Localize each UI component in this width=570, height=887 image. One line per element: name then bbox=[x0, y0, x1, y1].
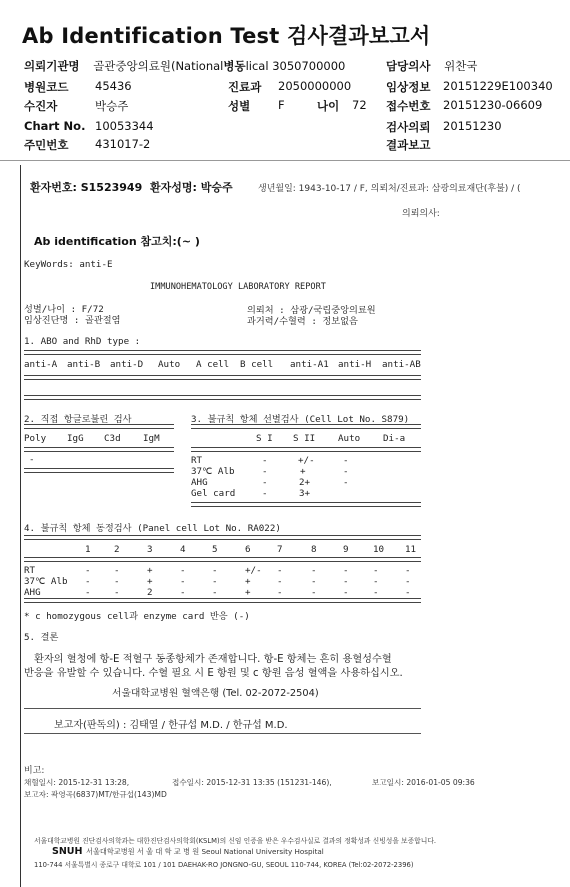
conclusion-line-2: 반응을 유발할 수 있습니다. 수혈 필요 시 E 항원 및 c 항원 음성 혈액을 사용하십시오. bbox=[24, 668, 403, 679]
panel-cell: - bbox=[373, 565, 379, 576]
abo-col: anti-D bbox=[110, 359, 144, 370]
keywords: KeyWords: anti-E bbox=[24, 259, 113, 270]
screening-cell: 2+ bbox=[299, 477, 311, 488]
requesting-doctor: 의뢰의사: bbox=[402, 209, 440, 219]
panel-row-label: RT bbox=[24, 565, 36, 576]
screening-cell: - bbox=[343, 455, 349, 466]
abo-col: anti-A1 bbox=[290, 359, 329, 370]
abo-col: Auto bbox=[158, 359, 181, 370]
panel-cell: + bbox=[245, 576, 251, 587]
screening-row-label: AHG bbox=[191, 477, 208, 488]
panel-row-label: 37℃ Alb bbox=[24, 576, 68, 587]
header-value: 431017-2 bbox=[95, 137, 151, 151]
panel-cell: - bbox=[114, 576, 120, 587]
abo-title: 1. ABO and RhD type : bbox=[24, 336, 141, 347]
header-key: 담당의사 bbox=[386, 59, 431, 73]
dat-col: Poly bbox=[24, 433, 47, 444]
panel-cell: - bbox=[373, 587, 379, 598]
panel-note: * c homozygous cell과 enzyme card 반응 (-) bbox=[24, 611, 250, 622]
logo-text: SNUH bbox=[52, 846, 83, 857]
panel-cell: - bbox=[180, 565, 186, 576]
header-value: 박승주 bbox=[95, 99, 129, 113]
double-rule bbox=[24, 535, 421, 540]
conclusion-line-1: 환자의 혈청에 항-E 적혈구 동종항체가 존재합니다. 항-E 항체는 흔히 용혈성수혈 bbox=[34, 654, 392, 665]
panel-cell: - bbox=[277, 587, 283, 598]
header-key: 성별 bbox=[228, 99, 251, 113]
patient-info: 생년월일: 1943-10-17 / F, 의뢰처/진료과: 삼광의료재단(후불) / ( bbox=[258, 184, 521, 194]
double-rule bbox=[24, 395, 421, 400]
header-value: 2050000000 bbox=[278, 79, 352, 93]
panel-cell: - bbox=[405, 576, 411, 587]
collection-time: 채혈일시: 2015-12-31 13:28, bbox=[24, 778, 130, 787]
screening-cell: +/- bbox=[298, 455, 315, 466]
panel-col-header: 1 bbox=[85, 544, 91, 555]
reporter: 보고자(판독의) : 김태열 / 한규섭 M.D. / 한규섭 M.D. bbox=[54, 720, 288, 731]
hospital-address: 110-744 서울특별시 종로구 대학로 101 / 101 DAEHAK-RO JONGNO-GU, SEOUL 110-744, KOREA (Tel:02-2072-2396) bbox=[34, 861, 414, 869]
double-rule bbox=[191, 502, 421, 507]
page-title: Ab Identification Test 검사결과보고서 bbox=[22, 24, 431, 48]
screening-cell: + bbox=[300, 466, 306, 477]
panel-cell: - bbox=[311, 565, 317, 576]
header-key: 병동 bbox=[223, 59, 246, 73]
header-key: Chart No. bbox=[24, 119, 86, 133]
header-key: 주민번호 bbox=[24, 138, 69, 152]
header-value: 20151230 bbox=[443, 119, 502, 133]
screening-col: S I bbox=[256, 433, 273, 444]
header-key: 수진자 bbox=[24, 99, 58, 113]
section-title: Ab identification 참고치:(~ ) bbox=[34, 235, 200, 248]
panel-cell: - bbox=[343, 587, 349, 598]
screening-col: Di-a bbox=[383, 433, 406, 444]
panel-cell: - bbox=[311, 576, 317, 587]
dat-col: IgG bbox=[67, 433, 84, 444]
screening-title: 3. 불규칙 항체 선별검사 (Cell Lot No. S879) bbox=[191, 414, 410, 425]
panel-cell: - bbox=[277, 565, 283, 576]
panel-col-header: 11 bbox=[405, 544, 417, 555]
header-key: 병원코드 bbox=[24, 80, 69, 94]
panel-col-header: 9 bbox=[343, 544, 349, 555]
requester: 의뢰처 : 삼광/국립중앙의료원 bbox=[247, 305, 376, 316]
panel-cell: - bbox=[180, 576, 186, 587]
panel-cell: - bbox=[114, 565, 120, 576]
double-rule bbox=[24, 557, 421, 562]
panel-cell: - bbox=[311, 587, 317, 598]
double-rule bbox=[24, 350, 421, 355]
double-rule bbox=[24, 447, 174, 452]
patient-number: 환자번호: S1523949 bbox=[30, 181, 143, 194]
panel-cell: 2 bbox=[147, 587, 153, 598]
sex-age: 성별/나이 : F/72 bbox=[24, 304, 104, 315]
dat-title: 2. 직접 항글로불린 검사 bbox=[24, 414, 132, 425]
reported-time: 보고일시: 2016-01-05 09:36 bbox=[372, 778, 475, 787]
panel-cell: - bbox=[85, 576, 91, 587]
panel-col-header: 2 bbox=[114, 544, 120, 555]
panel-cell: - bbox=[343, 565, 349, 576]
panel-cell: - bbox=[212, 587, 218, 598]
screening-col: S II bbox=[293, 433, 316, 444]
reporter-detail: 보고자: 곽영곡(6837)MT/한규섭(143)MD bbox=[24, 790, 167, 799]
dat-value: - bbox=[29, 454, 35, 465]
double-rule bbox=[24, 375, 421, 380]
certification-note: 서울대학교병원 진단검사의학과는 대한진단검사의학회(KSLM)의 신임 인증을 받은 우수검사실로 결과의 정확성과 신빙성을 보증합니다. bbox=[34, 837, 437, 845]
screening-row-label: 37℃ Alb bbox=[191, 466, 235, 477]
header-key: 진료과 bbox=[228, 80, 262, 94]
screening-cell: 3+ bbox=[299, 488, 311, 499]
panel-col-header: 3 bbox=[147, 544, 153, 555]
header-divider bbox=[0, 160, 570, 161]
header-key: 결과보고 bbox=[386, 138, 431, 152]
remarks-label: 비고: bbox=[24, 766, 45, 776]
double-rule bbox=[24, 424, 174, 429]
abo-col: anti-H bbox=[338, 359, 372, 370]
abo-col: anti-B bbox=[67, 359, 101, 370]
screening-cell: - bbox=[262, 477, 268, 488]
abo-col: B cell bbox=[240, 359, 274, 370]
panel-cell: - bbox=[180, 587, 186, 598]
conclusion-title: 5. 결론 bbox=[24, 632, 59, 643]
panel-cell: - bbox=[405, 565, 411, 576]
screening-cell: - bbox=[343, 477, 349, 488]
panel-title: 4. 불규칙 항체 동정검사 (Panel cell Lot No. RA022) bbox=[24, 523, 281, 534]
header-key: 임상정보 bbox=[386, 80, 431, 94]
panel-col-header: 8 bbox=[311, 544, 317, 555]
double-rule bbox=[191, 424, 421, 429]
snuh-logo bbox=[52, 846, 82, 857]
panel-cell: - bbox=[277, 576, 283, 587]
abo-col: anti-A bbox=[24, 359, 58, 370]
panel-cell: - bbox=[114, 587, 120, 598]
panel-cell: - bbox=[373, 576, 379, 587]
panel-row-label: AHG bbox=[24, 587, 41, 598]
header-key: 검사의뢰 bbox=[386, 120, 431, 134]
clinical-diagnosis: 임상진단명 : 골관절염 bbox=[24, 315, 121, 326]
screening-cell: - bbox=[343, 466, 349, 477]
abo-col: A cell bbox=[196, 359, 230, 370]
received-time: 접수일시: 2015-12-31 13:35 (151231-146), bbox=[172, 778, 332, 787]
header-value: 20151230-06609 bbox=[443, 98, 543, 112]
header-key: 의뢰기관명 bbox=[24, 59, 80, 73]
dat-col: IgM bbox=[143, 433, 160, 444]
panel-cell: + bbox=[147, 565, 153, 576]
header-value: 20151229E100340 bbox=[443, 79, 553, 93]
panel-col-header: 6 bbox=[245, 544, 251, 555]
divider bbox=[24, 708, 421, 709]
panel-cell: - bbox=[85, 565, 91, 576]
patient-name: 환자성명: 박승주 bbox=[150, 181, 233, 194]
header-key: 나이 bbox=[317, 99, 340, 113]
header-value: F bbox=[278, 98, 285, 112]
screening-cell: - bbox=[262, 488, 268, 499]
double-rule bbox=[24, 598, 421, 603]
divider bbox=[24, 733, 421, 734]
header-value: lical 3050700000 bbox=[245, 59, 346, 73]
header-value: 골관중앙의료원(National bbox=[93, 59, 224, 73]
abo-header bbox=[24, 359, 57, 370]
panel-col-header: 7 bbox=[277, 544, 283, 555]
header-value: 45436 bbox=[95, 79, 132, 93]
transfusion-history: 과거력/수혈력 : 정보없음 bbox=[247, 316, 358, 327]
screening-cell: - bbox=[262, 455, 268, 466]
hospital-name: 서울대학교병원 서 울 대 학 교 병 원 Seoul National University Hospital bbox=[86, 847, 324, 856]
header-value: 72 bbox=[352, 98, 367, 112]
abo-col: anti-AB bbox=[382, 359, 421, 370]
panel-col-header: 10 bbox=[373, 544, 385, 555]
panel-col-header: 5 bbox=[212, 544, 218, 555]
header-value: 10053344 bbox=[95, 119, 154, 133]
header-key: 접수번호 bbox=[386, 99, 431, 113]
header-row-1 bbox=[24, 58, 345, 74]
panel-cell: - bbox=[405, 587, 411, 598]
screening-row-label: RT bbox=[191, 455, 203, 466]
header-doctor bbox=[386, 58, 477, 74]
header-row-2 bbox=[24, 79, 68, 95]
screening-col: Auto bbox=[338, 433, 361, 444]
screening-cell: - bbox=[262, 466, 268, 477]
header-value: 위찬국 bbox=[444, 59, 478, 73]
dat-col: C3d bbox=[104, 433, 121, 444]
double-rule bbox=[191, 447, 421, 452]
screening-row-label: Gel card bbox=[191, 488, 236, 499]
panel-cell: - bbox=[85, 587, 91, 598]
panel-cell: - bbox=[212, 565, 218, 576]
panel-cell: - bbox=[212, 576, 218, 587]
panel-cell: + bbox=[147, 576, 153, 587]
double-rule bbox=[24, 468, 174, 473]
lab-report-title: IMMUNOHEMATOLOGY LABORATORY REPORT bbox=[150, 282, 326, 292]
blood-bank: 서울대학교병원 혈액은행 (Tel. 02-2072-2504) bbox=[112, 688, 319, 699]
panel-cell: - bbox=[343, 576, 349, 587]
panel-cell: + bbox=[245, 587, 251, 598]
panel-cell: +/- bbox=[245, 565, 262, 576]
panel-col-header: 4 bbox=[180, 544, 186, 555]
